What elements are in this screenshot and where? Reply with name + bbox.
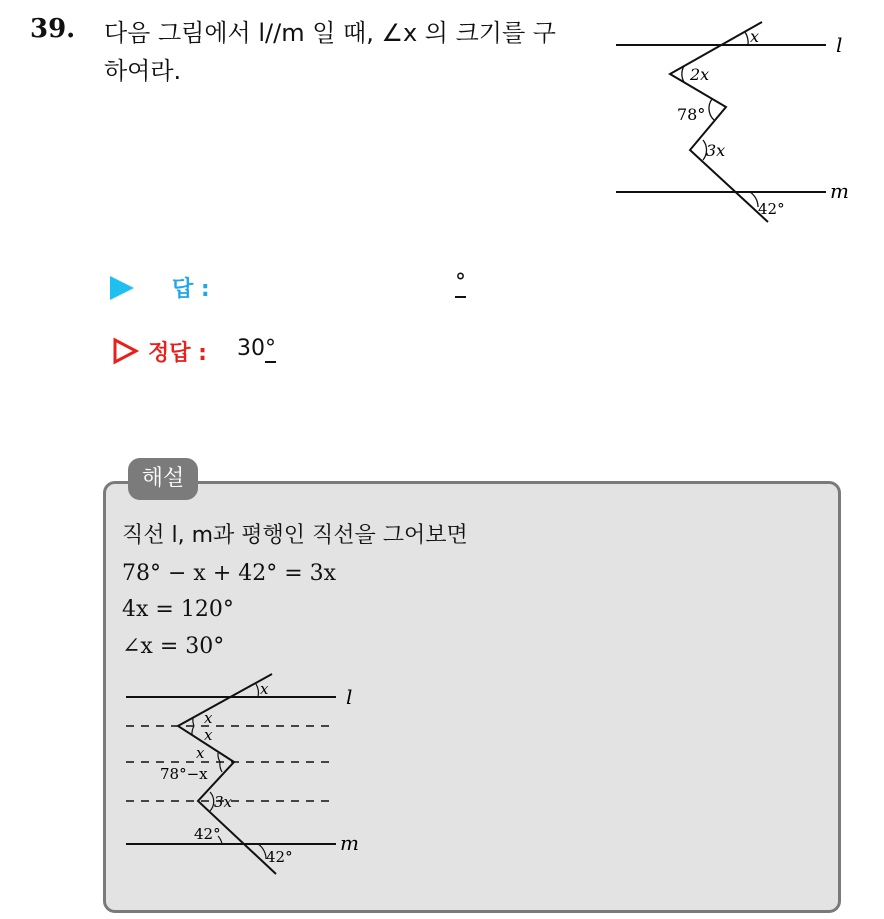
- arc-42-outer: [258, 844, 266, 859]
- question-number: 39.: [30, 14, 76, 44]
- answer-triangle-icon: [110, 276, 134, 300]
- label-angle-3x: 3x: [706, 141, 726, 160]
- label-angle-x-top: x: [260, 680, 269, 698]
- arc-x-upper: [193, 718, 194, 726]
- arc-78-upper: [218, 753, 220, 762]
- label-angle-78: 78°: [677, 105, 706, 124]
- label-line-l: l: [346, 685, 353, 709]
- explanation-line-4: ∠x = 30°: [122, 634, 225, 659]
- correct-triangle-icon: [112, 337, 140, 365]
- label-angle-2x: 2x: [690, 65, 710, 84]
- correct-answer-number: 30: [237, 336, 265, 361]
- label-line-m: m: [830, 179, 849, 203]
- explanation-line-1: 직선 l, m과 평행인 직선을 그어보면: [122, 523, 468, 548]
- correct-answer-value: [237, 336, 276, 361]
- explanation-figure: [110, 666, 380, 881]
- arc-x-lower: [192, 726, 194, 735]
- arc-78: [709, 99, 714, 120]
- arc-top: [256, 684, 258, 697]
- arc-2x: [682, 66, 684, 82]
- question-text-line1: 다음 그림에서 l//m 일 때, ∠x 의 크기를 구: [104, 19, 556, 47]
- arc-top: [745, 32, 748, 45]
- answer-blank[interactable]: °: [455, 270, 466, 298]
- problem-figure: [600, 10, 860, 230]
- explanation-line-3: 4x = 120°: [122, 597, 234, 622]
- label-angle-78-minus-x: 78°−x: [160, 765, 208, 783]
- label-line-l: l: [836, 33, 843, 57]
- label-angle-x-a: x: [204, 709, 213, 727]
- label-angle-42-outer: 42°: [266, 848, 293, 866]
- correct-answer-unit: °: [265, 336, 276, 361]
- arc-78-lower: [220, 762, 222, 772]
- label-line-m: m: [340, 831, 359, 855]
- explanation-line-2: 78° − x + 42° = 3x: [122, 561, 337, 586]
- label-angle-42: 42°: [758, 200, 785, 218]
- answer-label: 답 :: [172, 277, 210, 302]
- arc-42: [750, 192, 758, 207]
- label-angle-x: x: [750, 27, 760, 46]
- label-angle-x-c: x: [196, 744, 205, 762]
- label-angle-x-b: x: [204, 726, 213, 744]
- label-angle-3x: 3x: [214, 793, 233, 811]
- label-angle-42-inner: 42°: [194, 825, 221, 843]
- correct-answer-label: 정답 :: [148, 341, 207, 366]
- explanation-tag: 해설: [128, 458, 198, 500]
- question-text-line2: 하여라.: [104, 57, 182, 85]
- question-text: [104, 14, 594, 90]
